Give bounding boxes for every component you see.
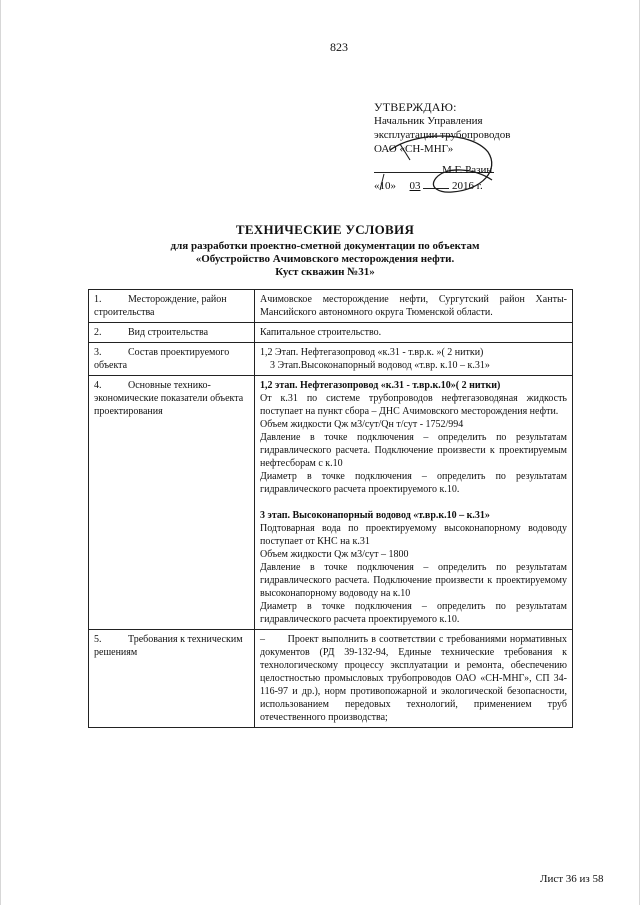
stage-item: 3 Этап.Высоконапорный водовод «т.вр. к.10 – к.31» [270, 360, 490, 371]
paragraph: Подтоварная вода по проектируемому высоконапорному водоводу поступает от КНС на к.31 [260, 523, 567, 547]
row-label: Вид строительства [128, 327, 209, 338]
title-sub-3: Куст скважин №31» [275, 266, 375, 278]
paragraph: Объем жидкости Qж м3/сут/Qн т/сут - 1752/994 [260, 419, 464, 430]
row-label-cell [89, 323, 255, 343]
table-row [89, 376, 573, 630]
approval-line-1: Начальник Управления [374, 115, 483, 127]
signer-name: М.Г. Разин [442, 164, 493, 176]
approval-line-2: эксплуатации трубопроводов [374, 129, 511, 141]
row-value-cell [255, 343, 573, 376]
document-title [120, 222, 530, 279]
row-value: Капитальное строительство. [255, 323, 573, 343]
row-label: Требования к техническим решениям [94, 634, 243, 658]
title-main: ТЕХНИЧЕСКИЕ УСЛОВИЯ [235, 222, 415, 237]
row-number: 1. [94, 294, 102, 305]
scan-edge-left [0, 0, 1, 905]
page-number: 823 [330, 40, 348, 54]
approval-date [374, 180, 483, 192]
paragraph: Давление в точке подключения – определить по результатам гидравлического расчета. Подключение произвести к проектируемым нефтесборам с к.10 [260, 432, 567, 469]
row-value: Ачимовское месторождение нефти, Сургутский район Ханты-Мансийского автономного округа Тюменской области. [255, 290, 573, 323]
row-label-cell [89, 376, 255, 630]
stage-heading: 3 этап. Высоконапорный водовод «т.вр.к.10 – к.31» [260, 510, 490, 521]
spacer [260, 496, 567, 509]
row-value: – Проект выполнить в соответствии с требованиями нормативных документов (РД 39-132-94, Единые технические требования к технологическому процессу эксплуатации и ремонта, обеспечению целостностью промысловых трубопроводов ОАО «СН-МНГ», СП 34-116-97 и др.), норм противопожарной и экологической безопасности, использованием передовых технологий, применением труб отечественного производства; [255, 630, 573, 728]
row-label: Состав проектируемого объекта [94, 347, 230, 371]
row-label: Основные технико-экономические показатели объекта проектирования [94, 380, 244, 417]
row-label-cell [89, 630, 255, 728]
paragraph: Объем жидкости Qж м3/сут – 1800 [260, 549, 409, 560]
date-day: «10» [374, 180, 396, 192]
table-row [89, 630, 573, 728]
stage-item: 1,2 Этап. Нефтегазопровод «к.31 - т.вр.к. »( 2 нитки) [260, 347, 484, 358]
row-label-cell [89, 343, 255, 376]
table-row [89, 323, 573, 343]
row-value-cell [255, 376, 573, 630]
approval-heading: УТВЕРЖДАЮ: [374, 100, 457, 114]
paragraph: Давление в точке подключения – определить по результатам гидравлического расчета. Подключение произвести к проектируемому высоконапорному водоводу на к.10 [260, 562, 567, 599]
paragraph: От к.31 по системе трубопроводов нефтегазоводяная жидкость поступает на пункт сбора – ДНС Ачимовского месторождения нефти. [260, 393, 567, 417]
paragraph: Диаметр в точке подключения – определить по результатам гидравлического расчета проектируемого к.10. [260, 471, 567, 495]
paragraph: Диаметр в точке подключения – определить по результатам гидравлического расчета проектируемого к.10. [260, 601, 567, 625]
title-sub-2: «Обустройство Ачимовского месторождения нефти. [195, 253, 455, 265]
table-row [89, 290, 573, 323]
row-label: Месторождение, район строительства [94, 294, 227, 318]
conditions-table [88, 289, 573, 728]
date-year: 2016 г. [452, 180, 483, 192]
stage-heading: 1,2 этап. Нефтегазопровод «к.31 - т.вр.к.10»( 2 нитки) [260, 380, 501, 391]
date-month: 03 [409, 180, 421, 192]
row-label-cell [89, 290, 255, 323]
row-number: 3. [94, 347, 102, 358]
table-row [89, 343, 573, 376]
row-number: 4. [94, 380, 102, 391]
title-sub-1: для разработки проектно-сметной документации по объектам [170, 240, 480, 252]
row-number: 2. [94, 327, 102, 338]
row-number: 5. [94, 634, 102, 645]
approval-line-3: ОАО «СН-МНГ» [374, 143, 454, 155]
sheet-counter: Лист 36 из 58 [540, 873, 604, 885]
